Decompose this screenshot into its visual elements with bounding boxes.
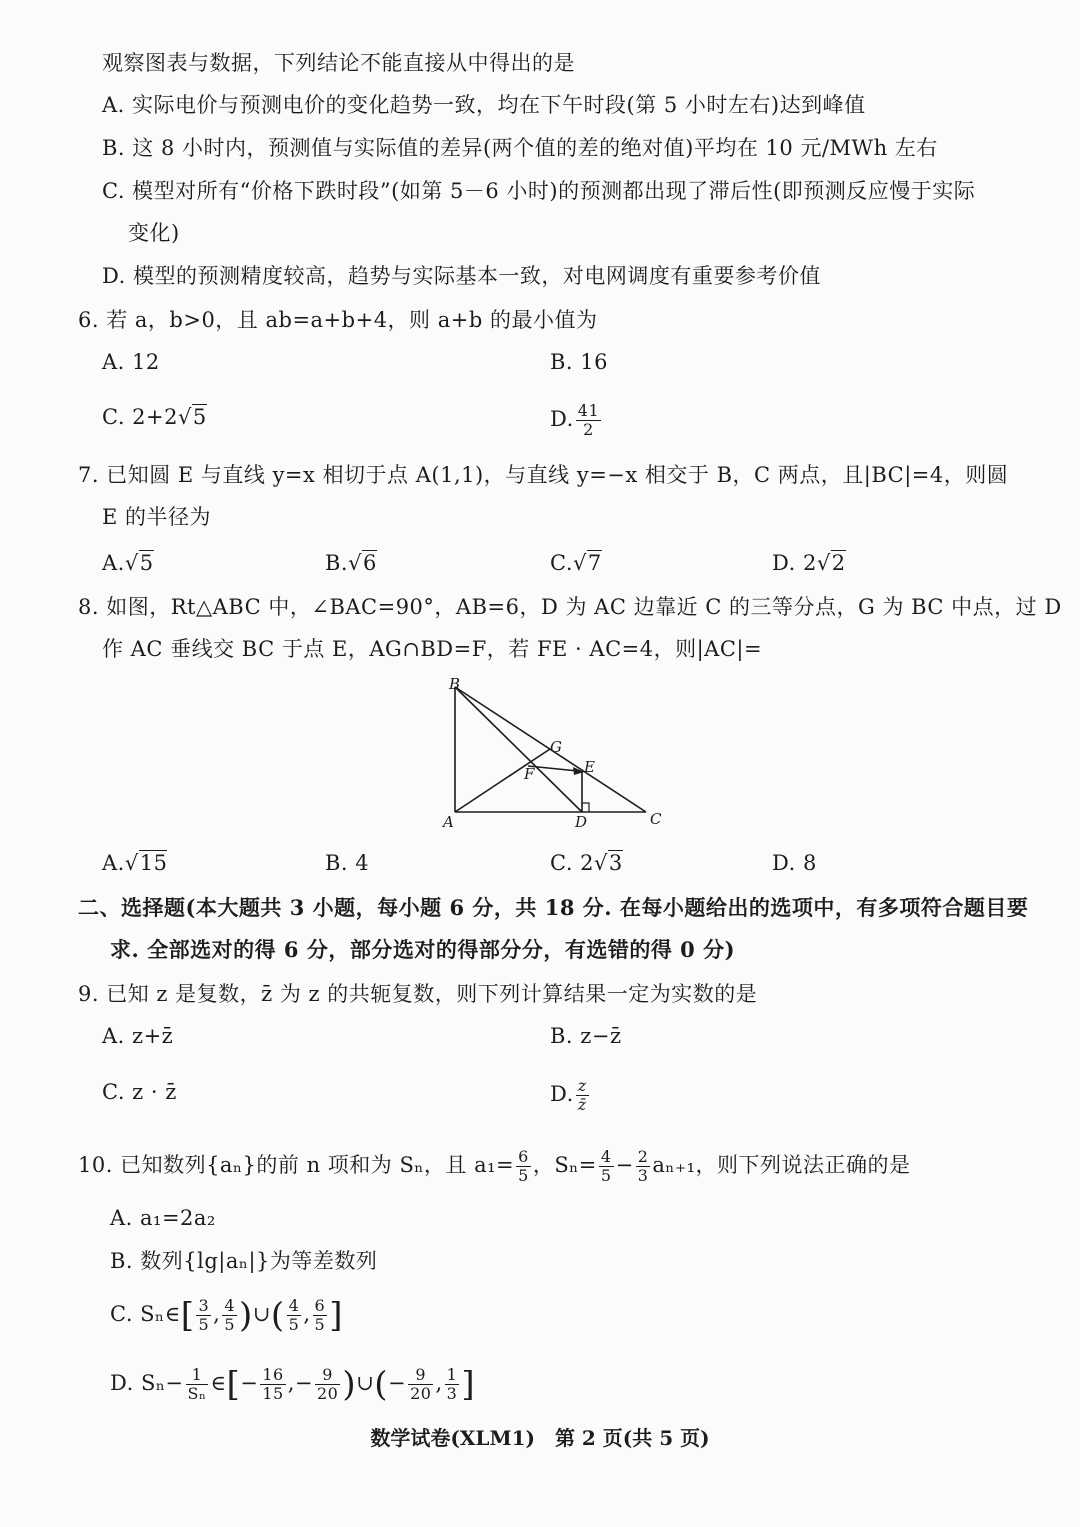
label-b: B xyxy=(449,675,461,693)
label-g: G xyxy=(550,738,562,756)
q10-option-c: C. Sₙ∈[ $\frac{3}{5}$ , $\frac{4}{5}$ )∪( $\frac{4}{5}$ , $\frac{6}{5}$ ] xyxy=(110,1295,343,1336)
q8-triangle-figure xyxy=(438,675,670,835)
vector-fe xyxy=(528,766,578,771)
q6-option-d: D. $\frac{41}{2}$ xyxy=(550,401,600,439)
q7-stem-cont: E 的半径为 xyxy=(102,505,212,529)
q9-option-c: C. z · z̄ xyxy=(102,1080,177,1104)
q9-stem: 9. 已知 z 是复数，z̄ 为 z 的共轭复数，则下列计算结果一定为实数的是 xyxy=(78,982,758,1006)
label-d: D xyxy=(575,813,588,831)
q7-option-d: D. 2√2 xyxy=(772,551,846,575)
q7-option-b: B.√6 xyxy=(325,551,377,575)
q8-option-c: C. 2√3 xyxy=(550,851,623,875)
q6-option-a: A. 12 xyxy=(102,350,160,374)
section2-header: 二、选择题(本大题共 3 小题，每小题 6 分，共 18 分. 在每小题给出的选项中，有多项符合题目要 xyxy=(78,895,1029,920)
q6-stem: 6. 若 a，b>0，且 ab=a+b+4，则 a+b 的最小值为 xyxy=(78,308,598,332)
label-f: F xyxy=(524,765,535,783)
label-c: C xyxy=(650,810,662,828)
page-footer: 数学试卷(XLM1) 第 2 页(共 5 页) xyxy=(370,1426,710,1450)
q5-option-c: C. 模型对所有“价格下跌时段”(如第 5－6 小时)的预测都出现了滞后性(即预测反应慢于实际 xyxy=(102,179,976,203)
q8-option-b: B. 4 xyxy=(325,851,370,875)
q10-stem: 10. 已知数列{aₙ}的前 n 项和为 Sₙ，且 a₁= $\frac{6}{5}$ ，Sₙ= $\frac{4}{5}$ − $\frac{2}{3}$ aₙ₊₁，则下列说法正确的是 xyxy=(78,1147,911,1185)
q10-option-a: A. a₁=2a₂ xyxy=(110,1206,216,1230)
segment-ag xyxy=(455,749,550,812)
q5-option-b: B. 这 8 小时内，预测值与实际值的差异(两个值的差的绝对值)平均在 10 元/MWh 左右 xyxy=(102,136,938,160)
section2-header-cont: 求. 全部选对的得 6 分，部分选对的得部分分，有选错的得 0 分) xyxy=(110,937,736,962)
q5-option-a: A. 实际电价与预测电价的变化趋势一致，均在下午时段(第 5 小时左右)达到峰值 xyxy=(102,93,866,117)
q9-option-a: A. z+z̄ xyxy=(102,1024,174,1048)
right-angle-mark xyxy=(582,803,589,812)
q5-stem: 观察图表与数据，下列结论不能直接从中得出的是 xyxy=(102,51,575,75)
label-a: A xyxy=(443,813,454,831)
q6-option-c: C. 2+2√5 xyxy=(102,405,207,429)
q9-option-d: D. $\frac{z}{z̄}$ xyxy=(550,1076,587,1114)
label-e: E xyxy=(584,758,595,776)
q5-option-d: D. 模型的预测精度较高，趋势与实际基本一致，对电网调度有重要参考价值 xyxy=(102,264,821,288)
q8-stem: 8. 如图，Rt△ABC 中，∠BAC=90°，AB=6，D 为 AC 边靠近 C 的三等分点，G 为 BC 中点，过 D xyxy=(78,595,1062,619)
q9-option-b: B. z−z̄ xyxy=(550,1024,622,1048)
q8-option-d: D. 8 xyxy=(772,851,817,875)
q7-option-a: A.√5 xyxy=(102,551,154,575)
q7-option-c: C.√7 xyxy=(550,551,602,575)
q8-option-a: A.√15 xyxy=(102,851,168,875)
q10-option-b: B. 数列{lg|aₙ|}为等差数列 xyxy=(110,1249,378,1273)
q6-c-radicand: 5 xyxy=(192,405,207,429)
q10-option-d: D. Sₙ− $\frac{1}{\text{Sₙ}}$ ∈[− $\frac{16}{15}$ ,− $\frac{9}{20}$ )∪(− $\frac{9}{20}$ , $\frac{1}{3}$ ] xyxy=(110,1364,476,1405)
segment-bd xyxy=(455,687,582,812)
q5-option-c-cont: 变化) xyxy=(128,221,180,245)
q6-option-b: B. 16 xyxy=(550,350,609,374)
q8-stem-cont: 作 AC 垂线交 BC 于点 E，AG∩BD=F，若 FE · AC=4，则|AC|= xyxy=(102,637,763,661)
q7-stem: 7. 已知圆 E 与直线 y=x 相切于点 A(1,1)，与直线 y=−x 相交于 B，C 两点，且|BC|=4，则圆 xyxy=(78,463,1009,487)
